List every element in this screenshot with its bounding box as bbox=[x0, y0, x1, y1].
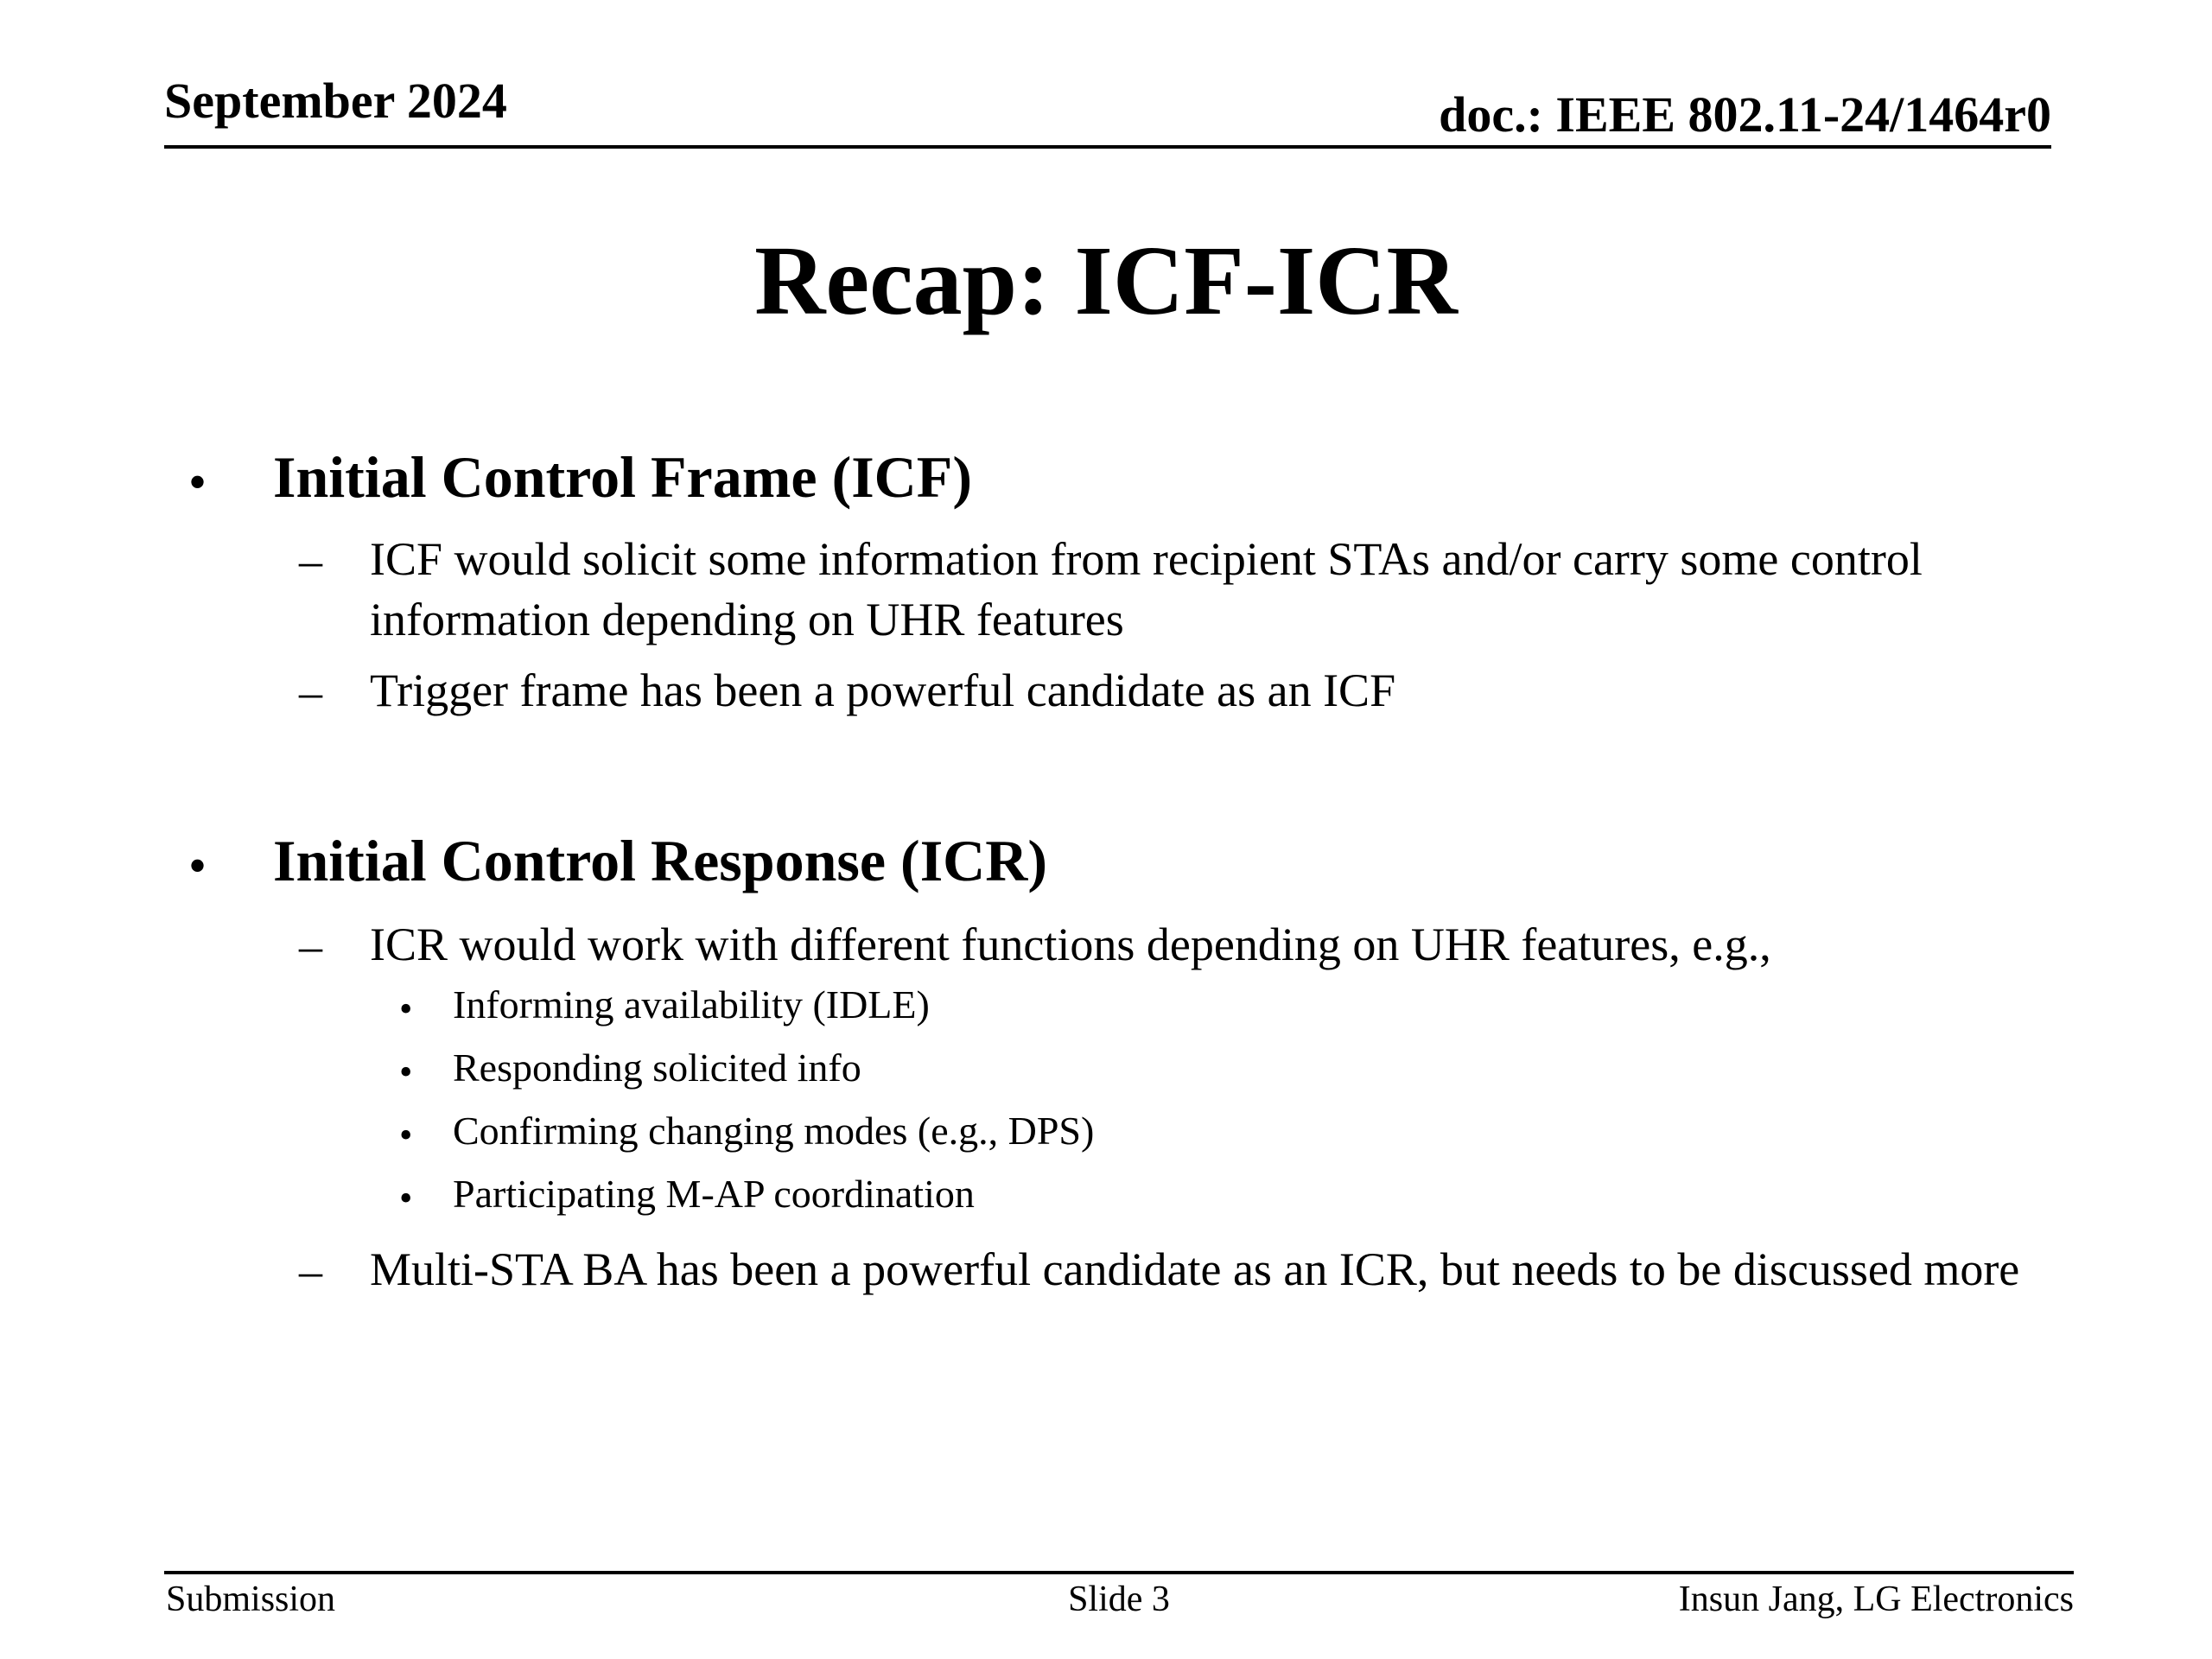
small-bullet-marker: • bbox=[399, 1051, 413, 1093]
dash-marker: – bbox=[299, 535, 322, 587]
footer-author: Insun Jang, LG Electronics bbox=[1678, 1580, 2074, 1619]
subsubbullet-map-text: Participating M-AP coordination bbox=[453, 1172, 975, 1216]
subsubbullet-modes-text: Confirming changing modes (e.g., DPS) bbox=[453, 1109, 1095, 1153]
footer-slide-number: Slide 3 bbox=[1068, 1580, 1170, 1619]
small-bullet-marker: • bbox=[399, 988, 413, 1030]
subsubbullet-idle-text: Informing availability (IDLE) bbox=[453, 982, 930, 1027]
small-bullet-marker: • bbox=[399, 1177, 413, 1219]
subbullet-icr-multista-text: Multi-STA BA has been a powerful candidate as an ICR, but needs to be discussed more bbox=[370, 1243, 2020, 1295]
small-bullet-marker: • bbox=[399, 1114, 413, 1156]
bullet-marker: • bbox=[188, 837, 207, 894]
subsubbullet-solicited-text: Responding solicited info bbox=[453, 1046, 861, 1090]
dash-marker: – bbox=[299, 666, 322, 718]
bullet-icf-heading: Initial Control Frame (ICF) bbox=[273, 444, 972, 510]
header-rule bbox=[164, 145, 2051, 149]
subbullet-icf-solicit-text: ICF would solicit some information from recipient STAs and/or carry some control information depending on UHR features bbox=[370, 533, 1923, 645]
subbullet-icr-functions-text: ICR would work with different functions depending on UHR features, e.g., bbox=[370, 918, 1771, 970]
subbullet-icf-trigger-text: Trigger frame has been a powerful candidate as an ICF bbox=[370, 664, 1396, 716]
footer-submission: Submission bbox=[166, 1580, 336, 1619]
bullet-icr-heading: Initial Control Response (ICR) bbox=[273, 828, 1048, 893]
header-date: September 2024 bbox=[164, 73, 507, 129]
bullet-marker: • bbox=[188, 454, 207, 511]
dash-marker: – bbox=[299, 920, 322, 972]
slide-title: Recap: ICF-ICR bbox=[754, 226, 1458, 335]
footer-rule bbox=[164, 1571, 2074, 1574]
dash-marker: – bbox=[299, 1245, 322, 1297]
header-doc-id: doc.: IEEE 802.11-24/1464r0 bbox=[1439, 86, 2051, 143]
